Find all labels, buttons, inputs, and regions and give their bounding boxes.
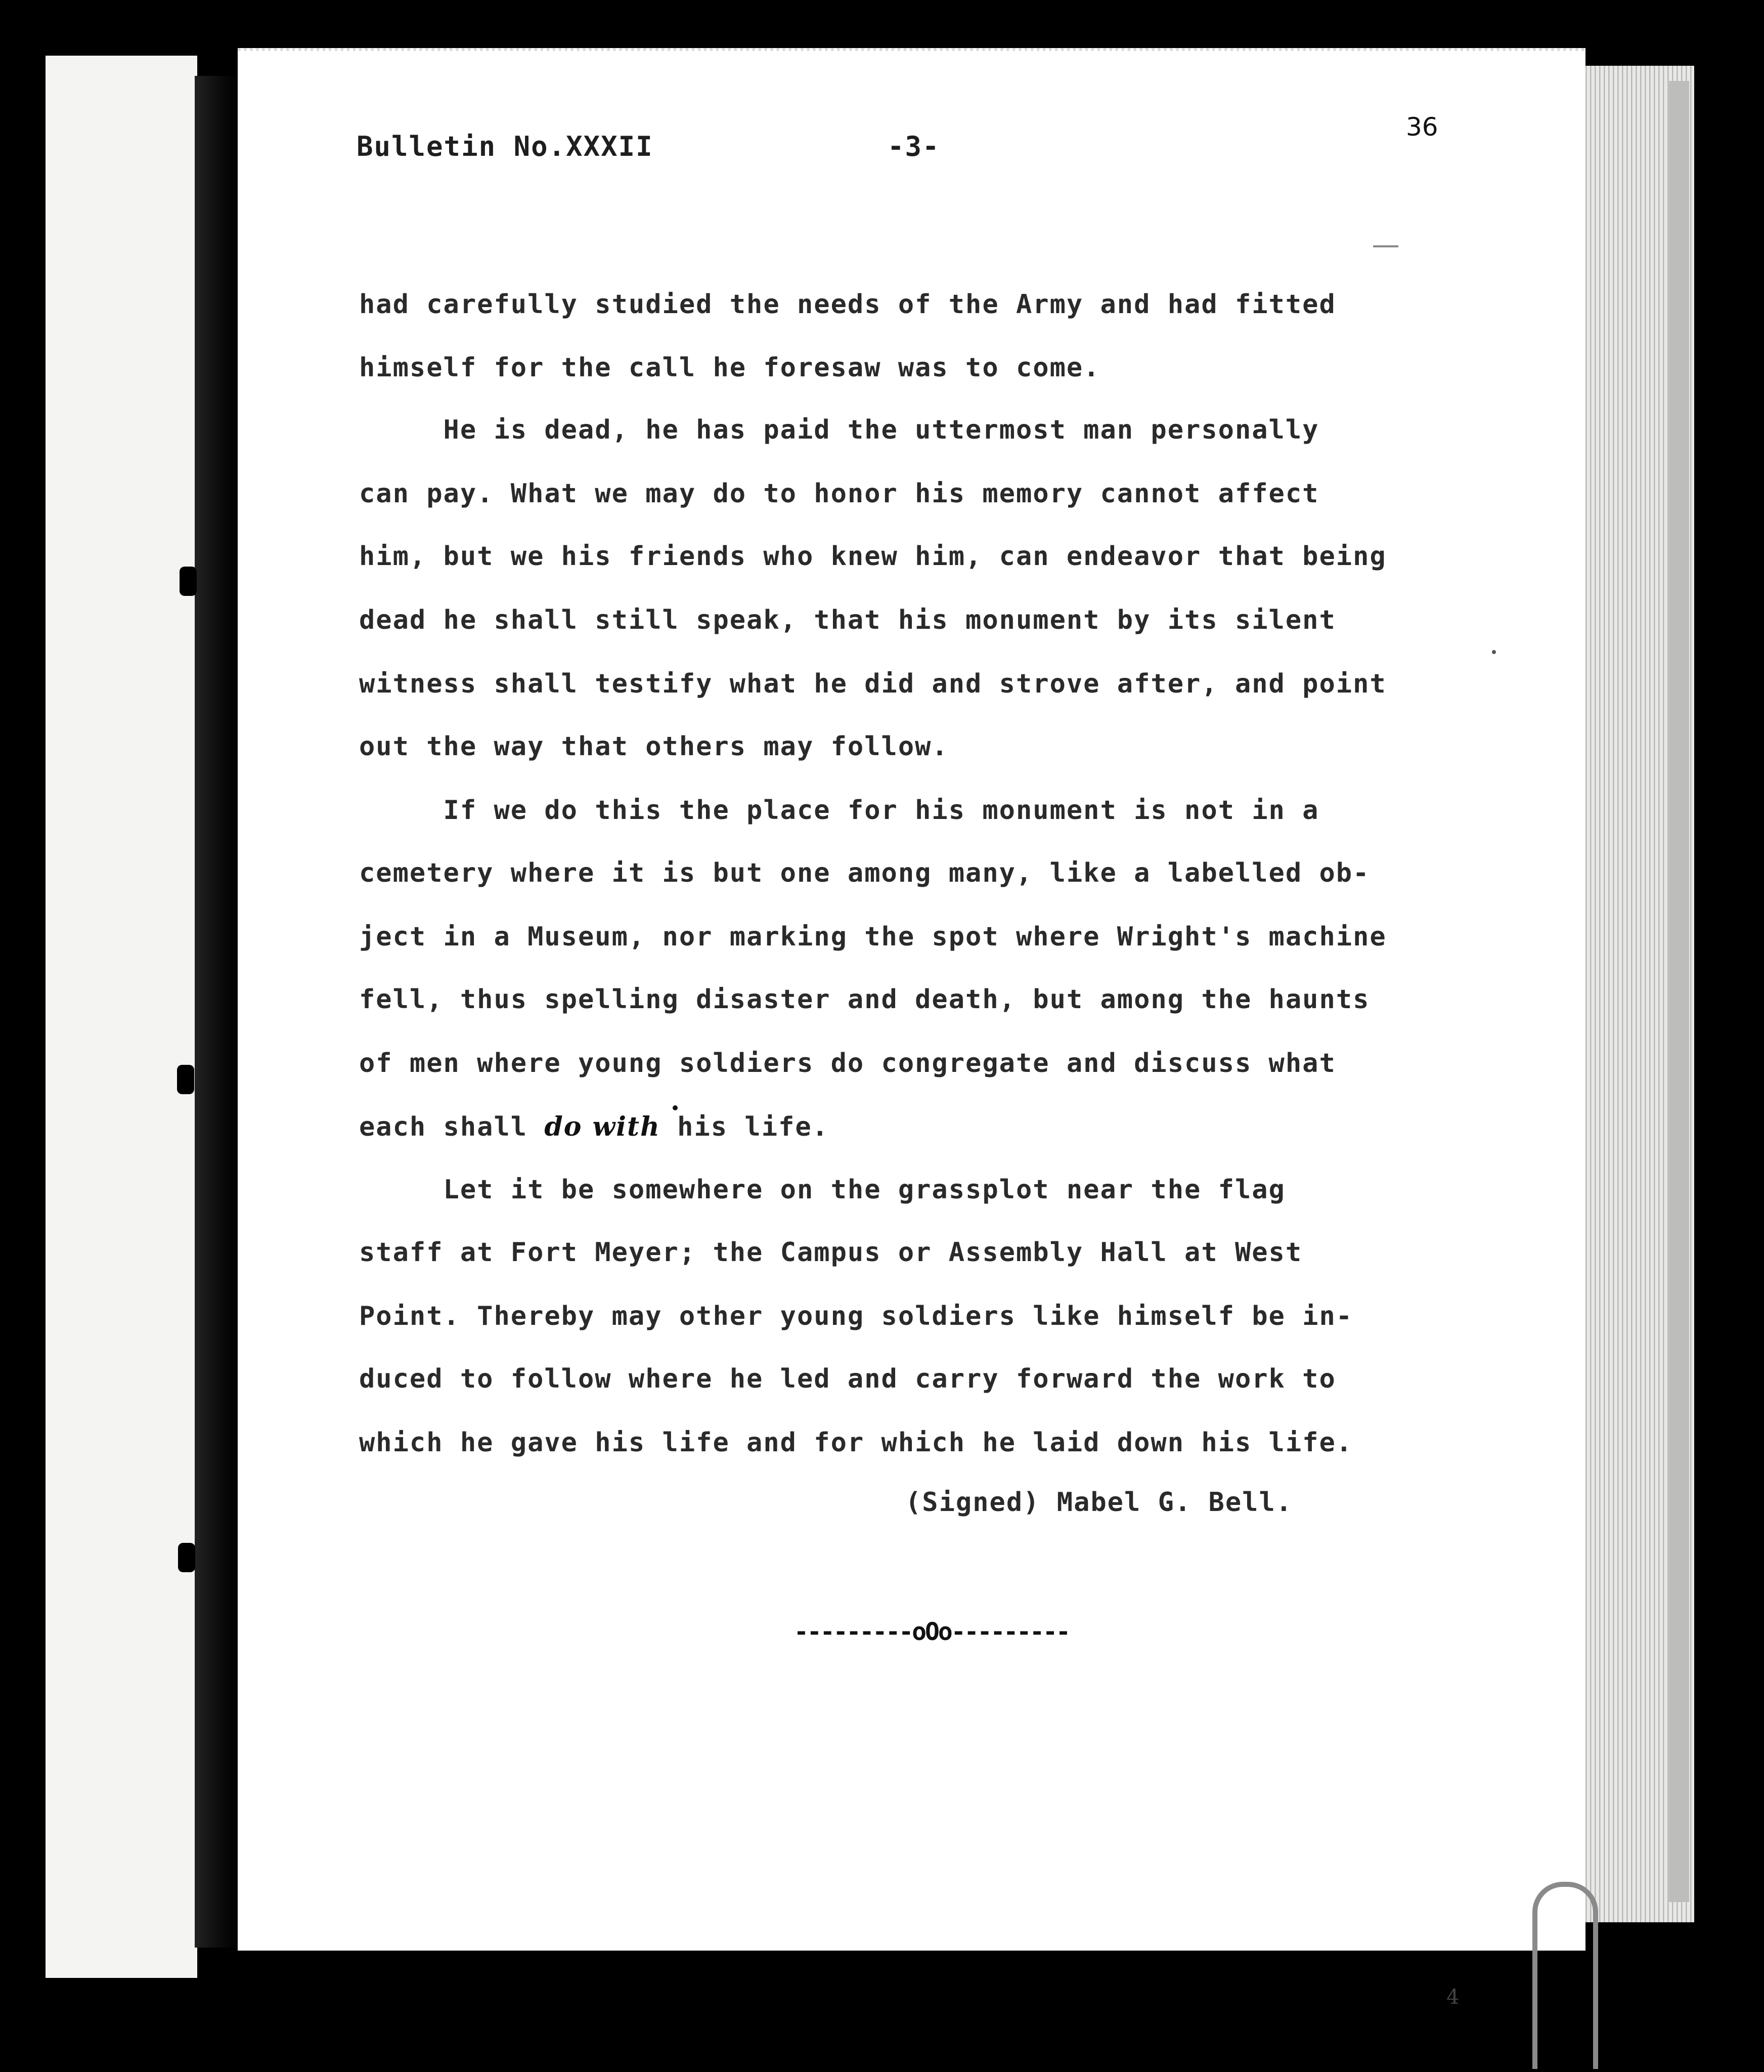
body-line: dead he shall still speak, that his monument by its silent — [359, 605, 1336, 635]
body-line: can pay. What we may do to honor his memory cannot affect — [359, 479, 1319, 509]
body-line: Let it be somewhere on the grassplot near the flag — [359, 1175, 1286, 1205]
body-line: which he gave his life and for which he laid down his life. — [359, 1428, 1353, 1458]
section-divider: ---------oOo--------- — [794, 1618, 1069, 1646]
body-line-with-correction — [359, 1111, 829, 1142]
body-line: He is dead, he has paid the uttermost man personally — [359, 415, 1319, 445]
body-line: ject in a Museum, nor marking the spot where Wright's machine — [359, 922, 1387, 952]
ink-speck — [1492, 650, 1496, 654]
body-line: Point. Thereby may other young soldiers like himself be in- — [359, 1301, 1353, 1331]
body-line: himself for the call he foresaw was to come. — [359, 353, 1100, 383]
body-line: him, but we his friends who knew him, can endeavor that being — [359, 541, 1387, 572]
body-line-part: his life. — [660, 1112, 829, 1142]
pencil-mark: 4 — [1446, 1985, 1460, 2009]
body-line: out the way that others may follow. — [359, 731, 949, 762]
body-line: of men where young soldiers do congregate and discuss what — [359, 1048, 1336, 1078]
ink-speck — [1373, 245, 1398, 247]
bulletin-header: Bulletin No.XXXII — [357, 131, 653, 162]
body-line: had carefully studied the needs of the Army and had fitted — [359, 289, 1336, 320]
folio-number: 36 — [1406, 112, 1438, 142]
handwritten-correction: do with — [544, 1111, 660, 1142]
paper-clip — [1532, 1882, 1598, 2069]
body-line: If we do this the place for his monument is not in a — [359, 795, 1319, 826]
typed-page-number: -3- — [888, 131, 940, 162]
body-line: staff at Fort Meyer; the Campus or Assembly Hall at West — [359, 1237, 1303, 1268]
body-line: fell, thus spelling disaster and death, but among the haunts — [359, 984, 1370, 1015]
body-line: witness shall testify what he did and strove after, and point — [359, 669, 1387, 699]
body-line: cemetery where it is but one among many, like a labelled ob- — [359, 858, 1370, 888]
body-line-part: each shall — [359, 1112, 545, 1142]
signature: (Signed) Mabel G. Bell. — [905, 1487, 1293, 1518]
body-line: duced to follow where he led and carry forward the work to — [359, 1364, 1336, 1394]
ink-speck — [673, 1105, 678, 1110]
